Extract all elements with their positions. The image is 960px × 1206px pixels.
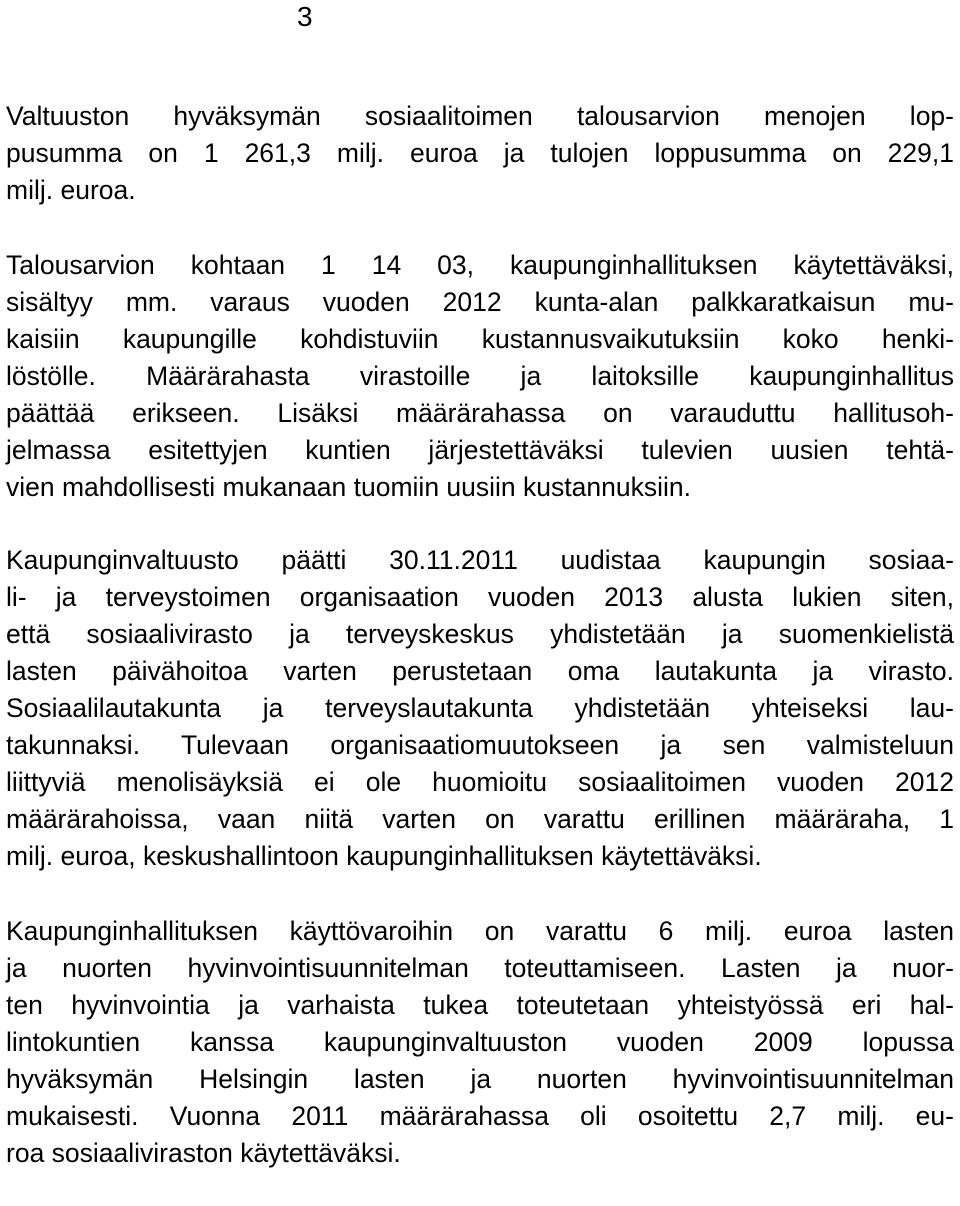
text-line: kaisiin kaupungille kohdistuviin kustannusvaikutuksiin koko henki- (6, 324, 954, 354)
text-line: liittyviä menolisäyksiä ei ole huomioitu sosiaalitoimen vuoden 2012 (6, 767, 954, 797)
text-line: pusumma on 1 261,3 milj. euroa ja tulojen loppusumma on 229,1 (6, 138, 954, 168)
text-line: lintokuntien kanssa kaupunginvaltuuston vuoden 2009 lopussa (6, 1027, 954, 1057)
text-line: hyväksymän Helsingin lasten ja nuorten hyvinvointisuunnitelman (6, 1064, 954, 1094)
text-line: lasten päivähoitoa varten perustetaan oma lautakunta ja virasto. (6, 656, 954, 686)
text-line: jelmassa esitettyjen kuntien järjestettäväksi tulevien uusien tehtä- (6, 435, 954, 465)
document-body (6, 98, 954, 1206)
text-line: roa sosiaaliviraston käytettäväksi. (6, 1138, 401, 1168)
text-line: milj. euroa. (6, 175, 136, 205)
text-line: Kaupunginvaltuusto päätti 30.11.2011 uudistaa kaupungin sosiaa- (6, 545, 954, 575)
page-number: 3 (297, 1, 313, 32)
text-line: määrärahoissa, vaan niitä varten on varattu erillinen määräraha, 1 (6, 804, 954, 834)
text-line: Talousarvion kohtaan 1 14 03, kaupunginhallituksen käytettäväksi, (6, 250, 954, 280)
paragraph-organisation-reform (6, 542, 954, 875)
text-line: Kaupunginhallituksen käyttövaroihin on varattu 6 milj. euroa lasten (6, 916, 954, 946)
text-line: vien mahdollisesti mukanaan tuomiin uusiin kustannuksiin. (6, 472, 691, 502)
text-line: li- ja terveystoimen organisaation vuoden 2013 alusta lukien siten, (6, 582, 954, 612)
text-line: mukaisesti. Vuonna 2011 määrärahassa oli osoitettu 2,7 milj. eu- (6, 1101, 954, 1131)
paragraph-budget-reservation (6, 247, 954, 506)
text-line: Sosiaalilautakunta ja terveyslautakunta yhdistetään yhteiseksi lau- (6, 693, 954, 723)
text-line: päättää erikseen. Lisäksi määrärahassa on varauduttu hallitusoh- (6, 398, 954, 428)
text-line: sisältyy mm. varaus vuoden 2012 kunta-alan palkkaratkaisun mu- (6, 287, 954, 317)
paragraph-budget-totals (6, 98, 954, 209)
text-line: löstölle. Määrärahasta virastoille ja laitoksille kaupunginhallitus (6, 361, 954, 391)
text-line: milj. euroa, keskushallintoon kaupunginhallituksen käytettäväksi. (6, 841, 762, 871)
text-line: Valtuuston hyväksymän sosiaalitoimen talousarvion menojen lop- (6, 101, 954, 131)
text-line: ten hyvinvointia ja varhaista tukea toteutetaan yhteistyössä eri hal- (6, 990, 954, 1020)
paragraph-child-wellbeing (6, 913, 954, 1172)
text-line: että sosiaalivirasto ja terveyskeskus yhdistetään ja suomenkielistä (6, 619, 954, 649)
text-line: ja nuorten hyvinvointisuunnitelman toteuttamiseen. Lasten ja nuor- (6, 953, 954, 983)
text-line: takunnaksi. Tulevaan organisaatiomuutokseen ja sen valmisteluun (6, 730, 954, 760)
